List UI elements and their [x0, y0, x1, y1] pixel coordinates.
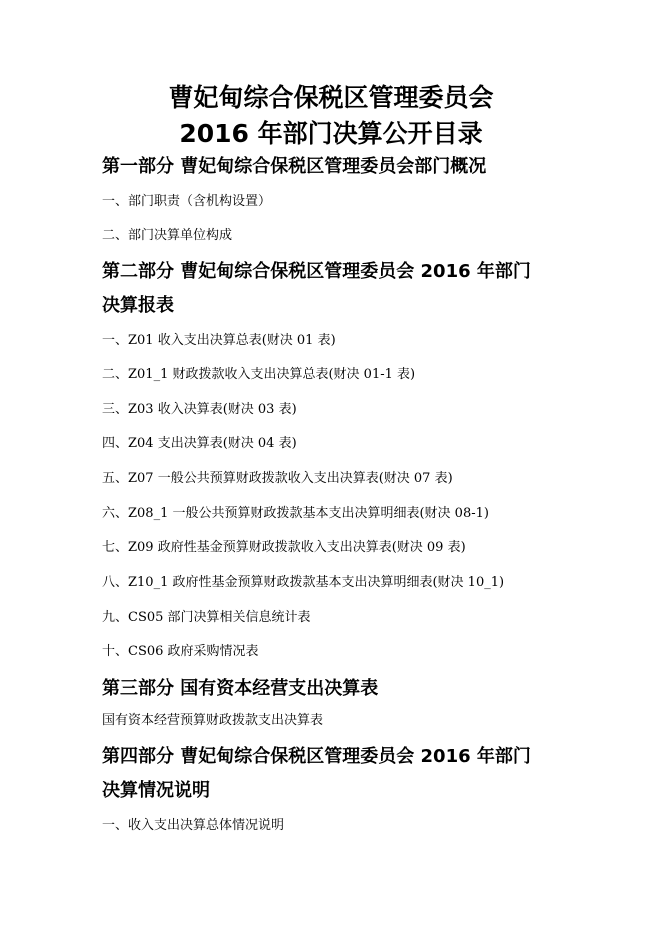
part2-item-1: 一、Z01 收入支出决算总表(财决 01 表) — [102, 333, 336, 348]
part1-item-1: 一、部门职责（含机构设置） — [102, 194, 272, 209]
part3-heading: 第三部分 国有资本经营支出决算表 — [102, 678, 379, 699]
part2-item-3: 三、Z03 收入决算表(财决 03 表) — [102, 402, 297, 417]
part2-item-5: 五、Z07 一般公共预算财政拨款收入支出决算表(财决 07 表) — [102, 471, 453, 486]
part1-heading: 第一部分 曹妃甸综合保税区管理委员会部门概况 — [102, 156, 487, 177]
part2-item-9: 九、CS05 部门决算相关信息统计表 — [102, 610, 311, 625]
part2-item-2: 二、Z01_1 财政拨款收入支出决算总表(财决 01-1 表) — [102, 367, 416, 382]
part2-item-6: 六、Z08_1 一般公共预算财政拨款基本支出决算明细表(财决 08-1) — [102, 506, 489, 521]
part2-heading-line2: 决算报表 — [102, 295, 174, 316]
document-title-line2: 2016 年部门决算公开目录 — [179, 119, 483, 148]
part2-heading-line1: 第二部分 曹妃甸综合保税区管理委员会 2016 年部门 — [102, 261, 531, 282]
part3-item-1: 国有资本经营预算财政拨款支出决算表 — [102, 713, 324, 728]
part1-item-2: 二、部门决算单位构成 — [102, 228, 233, 243]
part4-heading-line2: 决算情况说明 — [102, 780, 210, 801]
document-title-line1: 曹妃甸综合保税区管理委员会 — [168, 83, 494, 112]
part2-item-10: 十、CS06 政府采购情况表 — [102, 644, 259, 659]
part4-heading-line1: 第四部分 曹妃甸综合保税区管理委员会 2016 年部门 — [102, 746, 531, 767]
part2-item-8: 八、Z10_1 政府性基金预算财政拨款基本支出决算明细表(财决 10_1) — [102, 575, 505, 590]
part4-item-1: 一、收入支出决算总体情况说明 — [102, 818, 285, 833]
part2-item-7: 七、Z09 政府性基金预算财政拨款收入支出决算表(财决 09 表) — [102, 540, 466, 555]
part2-item-4: 四、Z04 支出决算表(财决 04 表) — [102, 436, 297, 451]
